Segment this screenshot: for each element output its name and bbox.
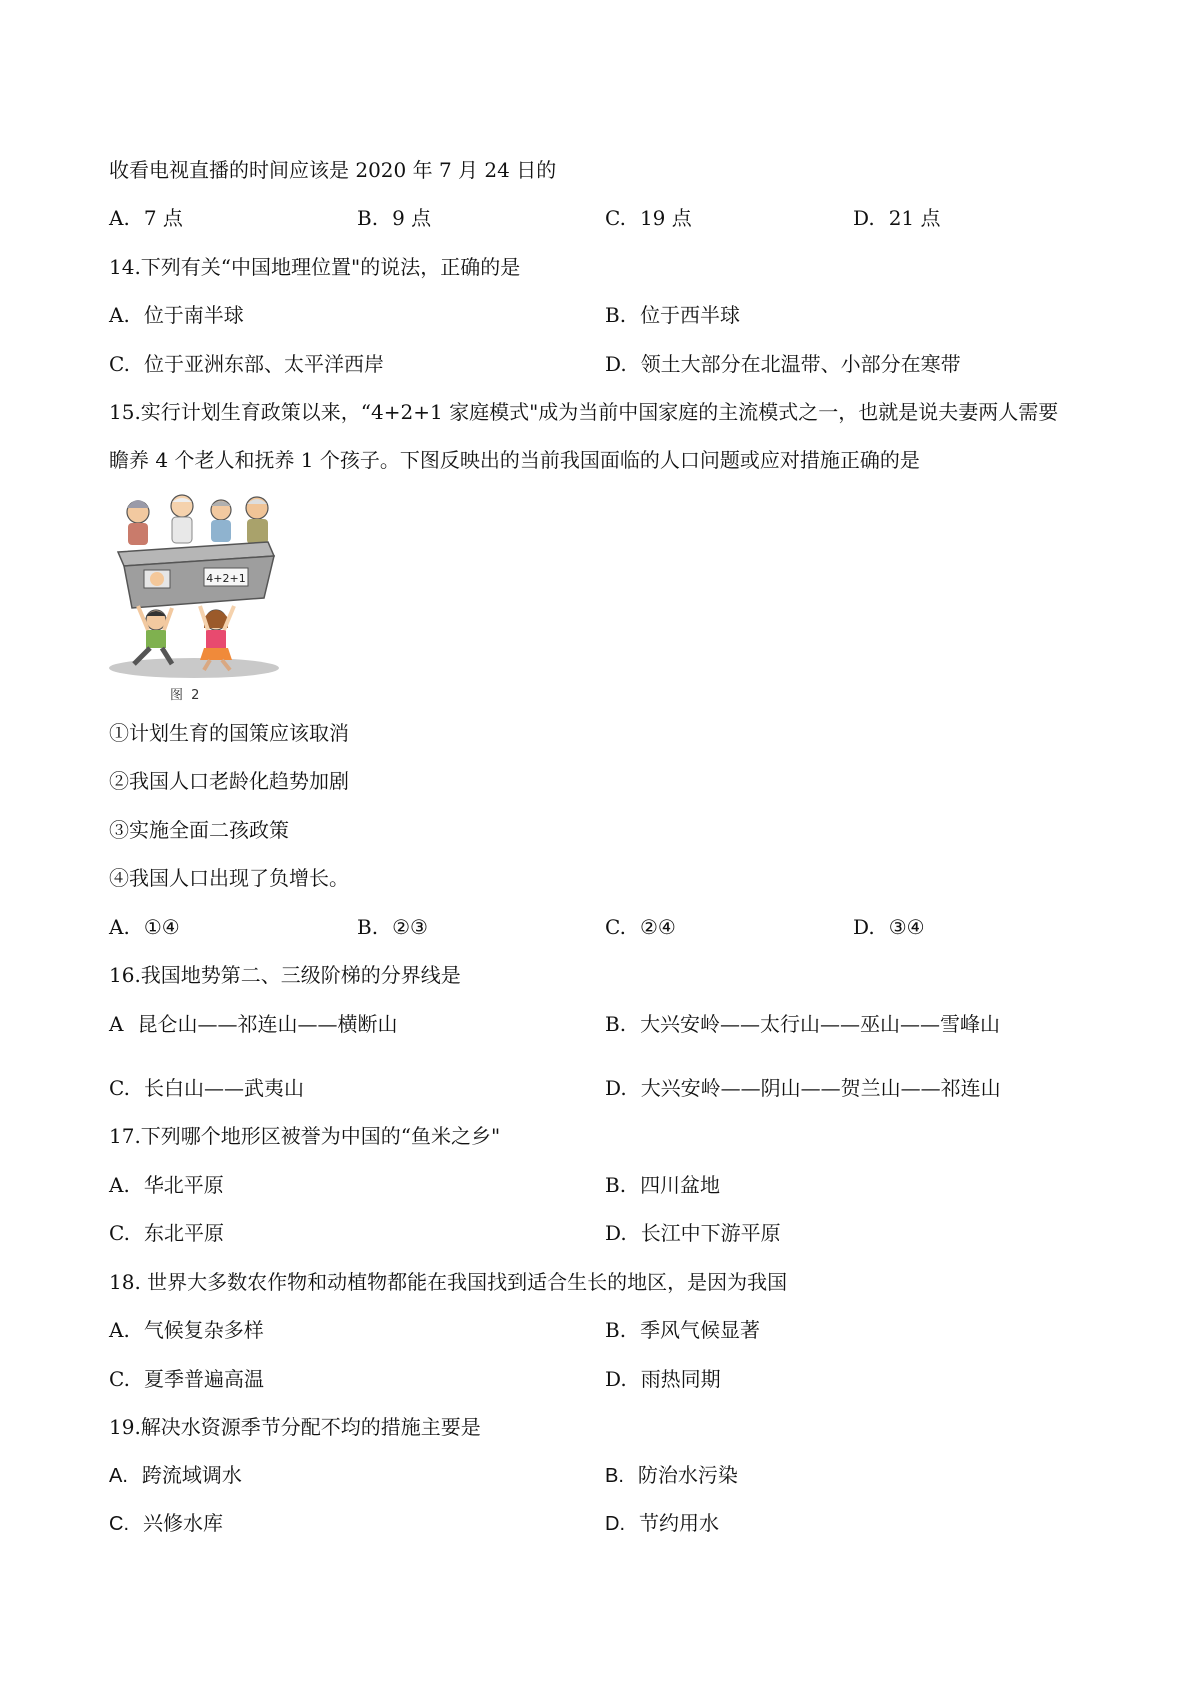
- option-text: 大兴安岭——太行山——巫山——雪峰山: [640, 1012, 1001, 1036]
- option-letter: B.: [605, 303, 627, 327]
- q17-option-d[interactable]: [605, 1220, 781, 1246]
- statement-4: ④我国人口出现了负增长。: [109, 866, 349, 890]
- q15-stem-line2: 瞻养 4 个老人和抚养 1 个孩子。下图反映出的当前我国面临的人口问题或应对措施正确的是: [109, 448, 920, 472]
- q17-option-c[interactable]: [109, 1220, 224, 1246]
- q14-option-a[interactable]: [109, 302, 244, 328]
- option-letter: D.: [605, 1221, 627, 1245]
- option-letter: B.: [605, 1012, 627, 1036]
- option-letter: C.: [605, 915, 626, 939]
- option-letter: C.: [109, 352, 130, 376]
- option-text: 19 点: [639, 206, 692, 230]
- q18-option-c[interactable]: [109, 1366, 264, 1392]
- option-letter: C.: [605, 206, 626, 230]
- q19-option-a[interactable]: [109, 1463, 242, 1489]
- q13-stem-tail: 收看电视直播的时间应该是 2020 年 7 月 24 日的: [109, 158, 557, 182]
- q14-option-d[interactable]: [605, 351, 961, 377]
- q19-stem: 19.解决水资源季节分配不均的措施主要是: [109, 1415, 481, 1439]
- statement-2: ②我国人口老龄化趋势加剧: [109, 769, 349, 793]
- option-text: 位于亚洲东部、太平洋西岸: [143, 352, 384, 376]
- q15-option-a[interactable]: [109, 914, 180, 940]
- option-letter: A.: [109, 303, 130, 327]
- option-text: 兴修水库: [143, 1513, 223, 1535]
- q14-option-c[interactable]: [109, 351, 384, 377]
- q17-stem: 17.下列哪个地形区被誉为中国的“鱼米之乡": [109, 1124, 501, 1148]
- option-letter: A.: [109, 1465, 128, 1487]
- option-text: 9 点: [392, 206, 432, 230]
- house-label: 4+2+1: [206, 572, 246, 585]
- q16-option-c[interactable]: [109, 1075, 304, 1101]
- figure-caption: 图 2: [170, 688, 202, 703]
- option-text: 位于南半球: [143, 303, 244, 327]
- q15-option-b[interactable]: [357, 914, 428, 940]
- option-text: 四川盆地: [640, 1173, 721, 1197]
- option-text: 华北平原: [143, 1173, 224, 1197]
- option-text: 7 点: [143, 206, 183, 230]
- option-text: 季风气候显著: [640, 1318, 761, 1342]
- q19-option-b[interactable]: [605, 1463, 738, 1489]
- grandparents: [127, 495, 268, 545]
- statement-1: ①计划生育的国策应该取消: [109, 721, 349, 745]
- option-text: 位于西半球: [640, 303, 741, 327]
- option-letter: B.: [357, 206, 379, 230]
- option-letter: D.: [605, 352, 627, 376]
- option-letter: C.: [109, 1367, 130, 1391]
- option-letter: D.: [853, 206, 875, 230]
- option-letter: D.: [853, 915, 875, 939]
- option-text: 夏季普遍高温: [143, 1367, 264, 1391]
- option-text: 昆仑山——祁连山——横断山: [137, 1012, 398, 1036]
- option-text: ②③: [392, 915, 428, 939]
- option-letter: D.: [605, 1513, 625, 1535]
- option-letter: A: [109, 1012, 124, 1036]
- q15-stem-line1: 15.实行计划生育政策以来，“4+2+1 家庭模式"成为当前中国家庭的主流模式之一，也就是说夫妻两人需要: [109, 400, 1059, 424]
- q15-option-c[interactable]: [605, 914, 676, 940]
- option-letter: C.: [109, 1513, 129, 1535]
- option-text: 雨热同期: [640, 1367, 721, 1391]
- option-text: 长江中下游平原: [640, 1221, 781, 1245]
- q18-stem: 18. 世界大多数农作物和动植物都能在我国找到适合生长的地区，是因为我国: [109, 1270, 788, 1294]
- q19-option-d[interactable]: [605, 1511, 719, 1537]
- q18-option-b[interactable]: [605, 1317, 760, 1343]
- q13-option-d[interactable]: [853, 205, 941, 231]
- q16-option-b[interactable]: [605, 1011, 1000, 1037]
- option-text: 长白山——武夷山: [143, 1076, 304, 1100]
- q19-option-c[interactable]: [109, 1511, 223, 1537]
- option-letter: C.: [109, 1076, 130, 1100]
- q18-option-d[interactable]: [605, 1366, 721, 1392]
- q15-option-d[interactable]: [853, 914, 925, 940]
- option-letter: D.: [605, 1367, 627, 1391]
- statement-3: ③实施全面二孩政策: [109, 818, 289, 842]
- q14-option-b[interactable]: [605, 302, 740, 328]
- option-text: 跨流域调水: [141, 1465, 242, 1487]
- q16-stem: 16.我国地势第二、三级阶梯的分界线是: [109, 963, 461, 987]
- family-pressure-cartoon: [104, 490, 284, 708]
- option-text: 东北平原: [143, 1221, 224, 1245]
- option-text: 21 点: [888, 206, 941, 230]
- q16-option-d[interactable]: [605, 1075, 1001, 1101]
- option-letter: A.: [109, 1318, 130, 1342]
- option-letter: D.: [605, 1076, 627, 1100]
- option-text: 领土大部分在北温带、小部分在寒带: [640, 352, 961, 376]
- q14-stem: 14.下列有关“中国地理位置"的说法，正确的是: [109, 255, 521, 279]
- q13-option-b[interactable]: [357, 205, 431, 231]
- option-letter: A.: [109, 915, 130, 939]
- option-letter: B.: [605, 1465, 624, 1487]
- q18-option-a[interactable]: [109, 1317, 264, 1343]
- option-letter: A.: [109, 206, 130, 230]
- option-text: 防治水污染: [637, 1465, 738, 1487]
- option-text: 节约用水: [639, 1513, 719, 1535]
- q13-option-a[interactable]: [109, 205, 183, 231]
- option-letter: A.: [109, 1173, 130, 1197]
- option-letter: B.: [605, 1318, 627, 1342]
- option-text: ②④: [639, 915, 676, 939]
- option-text: 气候复杂多样: [143, 1318, 264, 1342]
- q16-option-a[interactable]: [109, 1011, 397, 1037]
- option-letter: C.: [109, 1221, 130, 1245]
- option-letter: B.: [605, 1173, 627, 1197]
- option-text: ①④: [143, 915, 180, 939]
- option-text: ③④: [888, 915, 925, 939]
- house: [118, 542, 274, 608]
- q13-option-c[interactable]: [605, 205, 692, 231]
- option-letter: B.: [357, 915, 379, 939]
- q17-option-b[interactable]: [605, 1172, 720, 1198]
- option-text: 大兴安岭——阴山——贺兰山——祁连山: [640, 1076, 1001, 1100]
- q17-option-a[interactable]: [109, 1172, 224, 1198]
